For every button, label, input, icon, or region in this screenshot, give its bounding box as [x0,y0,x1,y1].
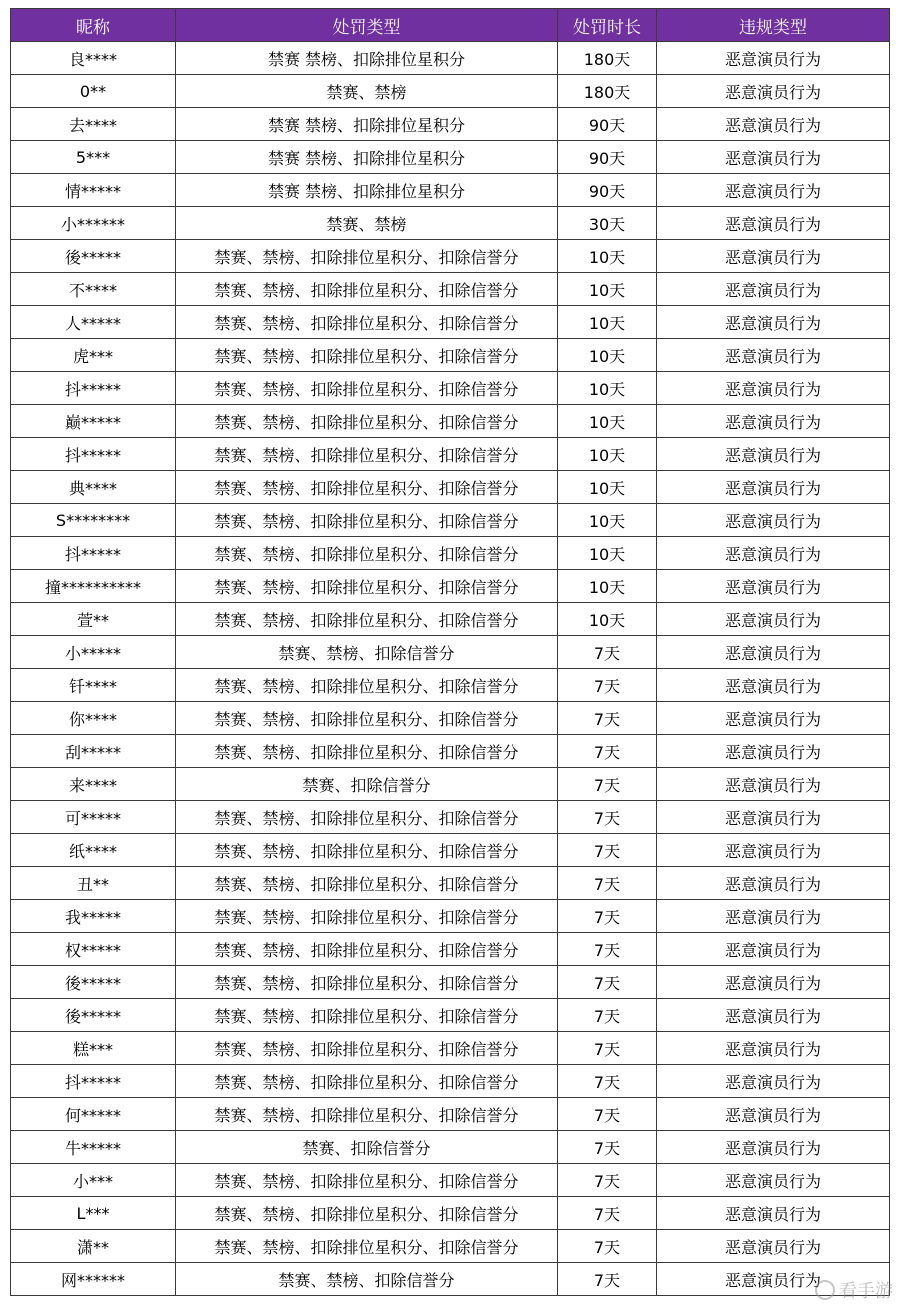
cell-nickname: 後***** [11,966,176,999]
cell-nickname: 纸**** [11,834,176,867]
cell-violation-type: 恶意演员行为 [657,1065,890,1098]
cell-nickname: 抖***** [11,372,176,405]
watermark-logo-icon [815,1280,835,1300]
cell-penalty-type: 禁赛、禁榜、扣除排位星积分、扣除信誉分 [176,504,558,537]
cell-penalty-duration: 7天 [558,933,657,966]
cell-violation-type: 恶意演员行为 [657,405,890,438]
cell-violation-type: 恶意演员行为 [657,801,890,834]
table-row [11,900,890,933]
watermark-text: 看手游 [839,1281,893,1302]
cell-penalty-duration: 10天 [558,471,657,504]
cell-penalty-duration: 30天 [558,207,657,240]
table-row [11,801,890,834]
cell-penalty-type: 禁赛、禁榜、扣除排位星积分、扣除信誉分 [176,339,558,372]
cell-penalty-duration: 7天 [558,636,657,669]
cell-nickname: 网****** [11,1263,176,1296]
cell-penalty-duration: 180天 [558,42,657,75]
cell-penalty-duration: 10天 [558,504,657,537]
table-row [11,735,890,768]
cell-violation-type: 恶意演员行为 [657,1131,890,1164]
table-row [11,1032,890,1065]
cell-penalty-type: 禁赛、禁榜、扣除排位星积分、扣除信誉分 [176,702,558,735]
cell-violation-type: 恶意演员行为 [657,966,890,999]
table-row [11,1197,890,1230]
cell-penalty-type: 禁赛、禁榜、扣除排位星积分、扣除信誉分 [176,603,558,636]
table-row [11,339,890,372]
cell-penalty-duration: 7天 [558,1032,657,1065]
cell-penalty-type: 禁赛、禁榜、扣除排位星积分、扣除信誉分 [176,900,558,933]
table-row [11,174,890,207]
table-body [11,42,890,1296]
header-nickname: 昵称 [11,9,176,42]
cell-penalty-type: 禁赛、禁榜、扣除排位星积分、扣除信誉分 [176,933,558,966]
cell-violation-type: 恶意演员行为 [657,1263,890,1296]
cell-penalty-duration: 7天 [558,999,657,1032]
cell-penalty-duration: 7天 [558,900,657,933]
cell-penalty-type: 禁赛、禁榜、扣除排位星积分、扣除信誉分 [176,570,558,603]
table-row [11,42,890,75]
cell-penalty-type: 禁赛、禁榜、扣除排位星积分、扣除信誉分 [176,537,558,570]
table-row [11,933,890,966]
cell-nickname: 来**** [11,768,176,801]
cell-penalty-type: 禁赛、禁榜、扣除排位星积分、扣除信誉分 [176,999,558,1032]
cell-penalty-duration: 10天 [558,273,657,306]
cell-nickname: 权***** [11,933,176,966]
table-row [11,834,890,867]
cell-penalty-type: 禁赛 禁榜、扣除排位星积分 [176,42,558,75]
table-row [11,240,890,273]
table-row [11,669,890,702]
cell-violation-type: 恶意演员行为 [657,603,890,636]
cell-violation-type: 恶意演员行为 [657,702,890,735]
header-violation-type: 违规类型 [657,9,890,42]
watermark [815,1277,893,1303]
cell-penalty-type: 禁赛、禁榜、扣除排位星积分、扣除信誉分 [176,240,558,273]
table-row [11,273,890,306]
cell-penalty-duration: 7天 [558,669,657,702]
cell-penalty-duration: 10天 [558,438,657,471]
cell-violation-type: 恶意演员行为 [657,900,890,933]
cell-penalty-type: 禁赛 禁榜、扣除排位星积分 [176,108,558,141]
cell-penalty-duration: 180天 [558,75,657,108]
cell-violation-type: 恶意演员行为 [657,537,890,570]
cell-penalty-duration: 7天 [558,768,657,801]
header-penalty-duration: 处罚时长 [558,9,657,42]
cell-penalty-duration: 7天 [558,1065,657,1098]
cell-nickname: 典**** [11,471,176,504]
cell-nickname: 你**** [11,702,176,735]
cell-nickname: 人***** [11,306,176,339]
cell-penalty-duration: 7天 [558,735,657,768]
cell-penalty-duration: 10天 [558,537,657,570]
cell-nickname: 抖***** [11,438,176,471]
cell-nickname: 抖***** [11,1065,176,1098]
table-row [11,141,890,174]
cell-nickname: 良**** [11,42,176,75]
table-row [11,768,890,801]
penalty-table [10,8,890,1296]
cell-nickname: 糕*** [11,1032,176,1065]
cell-violation-type: 恶意演员行为 [657,999,890,1032]
cell-penalty-duration: 90天 [558,141,657,174]
cell-violation-type: 恶意演员行为 [657,207,890,240]
cell-violation-type: 恶意演员行为 [657,108,890,141]
cell-nickname: 後***** [11,240,176,273]
cell-violation-type: 恶意演员行为 [657,504,890,537]
cell-penalty-type: 禁赛、禁榜、扣除排位星积分、扣除信誉分 [176,438,558,471]
cell-nickname: 5*** [11,141,176,174]
cell-violation-type: 恶意演员行为 [657,471,890,504]
table-row [11,1098,890,1131]
cell-nickname: 小****** [11,207,176,240]
cell-penalty-type: 禁赛、禁榜、扣除排位星积分、扣除信誉分 [176,735,558,768]
cell-penalty-duration: 7天 [558,966,657,999]
cell-violation-type: 恶意演员行为 [657,141,890,174]
cell-nickname: L*** [11,1197,176,1230]
cell-penalty-type: 禁赛、禁榜、扣除排位星积分、扣除信誉分 [176,306,558,339]
cell-violation-type: 恶意演员行为 [657,372,890,405]
cell-penalty-type: 禁赛、禁榜、扣除排位星积分、扣除信誉分 [176,801,558,834]
cell-penalty-duration: 7天 [558,1164,657,1197]
table-row [11,702,890,735]
cell-penalty-type: 禁赛、禁榜、扣除排位星积分、扣除信誉分 [176,669,558,702]
cell-nickname: 可***** [11,801,176,834]
cell-violation-type: 恶意演员行为 [657,174,890,207]
cell-violation-type: 恶意演员行为 [657,1230,890,1263]
cell-penalty-type: 禁赛、禁榜 [176,75,558,108]
cell-penalty-type: 禁赛、禁榜、扣除排位星积分、扣除信誉分 [176,966,558,999]
cell-penalty-duration: 10天 [558,240,657,273]
table-row [11,570,890,603]
cell-violation-type: 恶意演员行为 [657,735,890,768]
cell-violation-type: 恶意演员行为 [657,570,890,603]
cell-penalty-duration: 7天 [558,801,657,834]
table-row [11,1230,890,1263]
cell-penalty-duration: 7天 [558,1197,657,1230]
cell-violation-type: 恶意演员行为 [657,75,890,108]
table-row [11,1131,890,1164]
cell-penalty-duration: 7天 [558,1098,657,1131]
cell-penalty-type: 禁赛、禁榜、扣除排位星积分、扣除信誉分 [176,273,558,306]
cell-penalty-duration: 7天 [558,1230,657,1263]
cell-nickname: 後***** [11,999,176,1032]
table-row [11,537,890,570]
cell-penalty-type: 禁赛 禁榜、扣除排位星积分 [176,141,558,174]
table-row [11,306,890,339]
cell-penalty-type: 禁赛 禁榜、扣除排位星积分 [176,174,558,207]
cell-penalty-duration: 90天 [558,174,657,207]
table-row [11,1065,890,1098]
cell-penalty-type: 禁赛、禁榜、扣除排位星积分、扣除信誉分 [176,1065,558,1098]
table-row [11,75,890,108]
cell-nickname: 虎*** [11,339,176,372]
cell-violation-type: 恶意演员行为 [657,438,890,471]
table-row [11,438,890,471]
cell-penalty-duration: 7天 [558,867,657,900]
cell-violation-type: 恶意演员行为 [657,1098,890,1131]
cell-violation-type: 恶意演员行为 [657,1032,890,1065]
cell-nickname: 何***** [11,1098,176,1131]
cell-nickname: 去**** [11,108,176,141]
cell-violation-type: 恶意演员行为 [657,834,890,867]
cell-nickname: 抖***** [11,537,176,570]
table-row [11,207,890,240]
cell-penalty-type: 禁赛、禁榜、扣除排位星积分、扣除信誉分 [176,834,558,867]
table-row [11,966,890,999]
header-penalty-type: 处罚类型 [176,9,558,42]
cell-penalty-duration: 90天 [558,108,657,141]
table-row [11,471,890,504]
cell-penalty-duration: 10天 [558,372,657,405]
cell-penalty-duration: 10天 [558,339,657,372]
table-row [11,372,890,405]
cell-nickname: 钎**** [11,669,176,702]
cell-nickname: 潇** [11,1230,176,1263]
cell-nickname: S******** [11,504,176,537]
cell-penalty-duration: 10天 [558,603,657,636]
cell-penalty-duration: 10天 [558,306,657,339]
cell-penalty-type: 禁赛、禁榜、扣除排位星积分、扣除信誉分 [176,405,558,438]
cell-violation-type: 恶意演员行为 [657,867,890,900]
table-row [11,999,890,1032]
cell-violation-type: 恶意演员行为 [657,42,890,75]
cell-penalty-duration: 7天 [558,1131,657,1164]
cell-nickname: 萱** [11,603,176,636]
cell-violation-type: 恶意演员行为 [657,669,890,702]
cell-penalty-type: 禁赛、禁榜 [176,207,558,240]
table-row [11,504,890,537]
cell-nickname: 0** [11,75,176,108]
cell-nickname: 撞********** [11,570,176,603]
cell-penalty-duration: 10天 [558,570,657,603]
cell-violation-type: 恶意演员行为 [657,1164,890,1197]
cell-nickname: 情***** [11,174,176,207]
table-row [11,108,890,141]
cell-violation-type: 恶意演员行为 [657,933,890,966]
cell-penalty-type: 禁赛、禁榜、扣除信誉分 [176,636,558,669]
table-row [11,1164,890,1197]
cell-penalty-type: 禁赛、扣除信誉分 [176,1131,558,1164]
cell-penalty-duration: 7天 [558,702,657,735]
cell-penalty-type: 禁赛、禁榜、扣除排位星积分、扣除信誉分 [176,1197,558,1230]
cell-nickname: 不**** [11,273,176,306]
cell-nickname: 牛***** [11,1131,176,1164]
cell-violation-type: 恶意演员行为 [657,306,890,339]
cell-nickname: 小*** [11,1164,176,1197]
cell-violation-type: 恶意演员行为 [657,339,890,372]
cell-penalty-type: 禁赛、禁榜、扣除排位星积分、扣除信誉分 [176,372,558,405]
cell-violation-type: 恶意演员行为 [657,768,890,801]
cell-penalty-type: 禁赛、禁榜、扣除排位星积分、扣除信誉分 [176,471,558,504]
cell-nickname: 巅***** [11,405,176,438]
cell-violation-type: 恶意演员行为 [657,273,890,306]
cell-penalty-duration: 7天 [558,1263,657,1296]
cell-nickname: 刮***** [11,735,176,768]
table-row [11,636,890,669]
cell-penalty-type: 禁赛、禁榜、扣除信誉分 [176,1263,558,1296]
cell-penalty-type: 禁赛、禁榜、扣除排位星积分、扣除信誉分 [176,867,558,900]
cell-penalty-type: 禁赛、禁榜、扣除排位星积分、扣除信誉分 [176,1230,558,1263]
cell-violation-type: 恶意演员行为 [657,240,890,273]
cell-nickname: 丑** [11,867,176,900]
table-row [11,867,890,900]
table-row [11,603,890,636]
cell-penalty-type: 禁赛、禁榜、扣除排位星积分、扣除信誉分 [176,1098,558,1131]
cell-penalty-duration: 10天 [558,405,657,438]
cell-nickname: 我***** [11,900,176,933]
cell-violation-type: 恶意演员行为 [657,636,890,669]
cell-violation-type: 恶意演员行为 [657,1197,890,1230]
table-row [11,1263,890,1296]
cell-penalty-duration: 7天 [558,834,657,867]
table-row [11,405,890,438]
cell-nickname: 小***** [11,636,176,669]
cell-penalty-type: 禁赛、禁榜、扣除排位星积分、扣除信誉分 [176,1164,558,1197]
header-row [11,9,890,42]
cell-penalty-type: 禁赛、扣除信誉分 [176,768,558,801]
cell-penalty-type: 禁赛、禁榜、扣除排位星积分、扣除信誉分 [176,1032,558,1065]
